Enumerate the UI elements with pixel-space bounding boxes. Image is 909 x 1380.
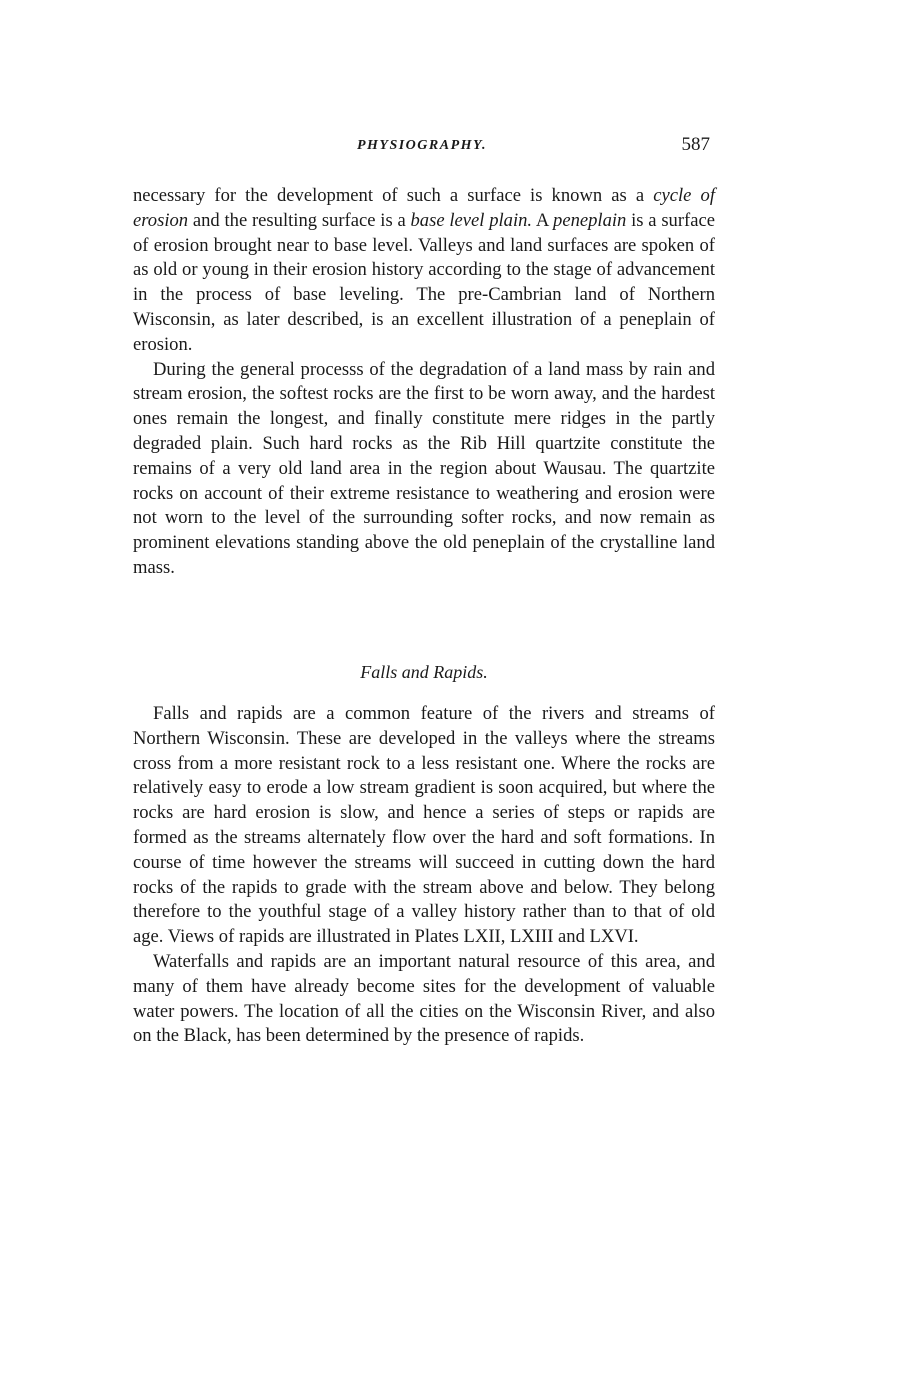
para1-text-3: A [532,209,554,231]
term-peneplain: peneplain [553,209,627,231]
body-text-upper [133,184,715,581]
term-cycle-of-erosion: cycle of erosion [133,185,715,231]
paragraph-degradation: During the general processs of the degradation of a land mass by rain and stream erosion, the softest rocks are the first to be worn away, and the hardest ones remain the longest, and finally constitute mere ridges in the partly degraded plain. Such hard rocks as the Rib Hill quartzite constitute the remains of a very old land area in the region about Wausau. The quartzite rocks on account of their extreme resistance to weathering and erosion were not worn to the level of the surrounding softer rocks, and now remain as prominent elevations standing above the old peneplain of the crystalline land mass. [133,358,715,578]
paragraph-falls-and-rapids: Falls and rapids are a common feature of the rivers and streams of Northern Wisconsin. These are developed in the valleys where the streams cross from a more resistant rock to a less resistant one. Where the rocks are relatively easy to erode a low stream gradient is soon acquired, but where the rocks are hard erosion is slow, and hence a series of steps or rapids are formed as the streams alternately flow over the hard and soft formations. In course of time however the streams will succeed in cutting down the hard rocks of the rapids to grade with the stream above and below. They belong therefore to the youthful stage of a valley history rather than to that of old age. Views of rapids are illustrated in Plates LXII, LXIII and LXVI. [133,703,715,948]
page-number: 587 [681,134,710,155]
running-title: PHYSIOGRAPHY. [356,138,488,153]
para1-text-4: is a surface of erosion brought near to base level. Valleys and land surfaces are spoken of as old or young in their erosion history according to the stage of advancement in the process of base leveling. The pre-Cambrian land of Northern Wisconsin, as later described, is an excellent illustration of a peneplain of erosion. [133,209,715,355]
section-heading-falls-and-rapids: Falls and Rapids. [360,662,488,682]
term-base-level-plain: base level plain. [410,209,533,231]
para1-text-1: necessary for the development of such a surface is known as a [133,185,654,206]
para1-text-2: and the resulting surface is a [188,209,411,231]
running-head [130,134,714,160]
body-text-lower [133,702,715,1049]
paragraph-base-level [133,184,715,358]
paragraph-waterfalls: Waterfalls and rapids are an important natural resource of this area, and many of them have already become sites for the development of valuable water powers. The location of all the cities on the Wisconsin River, and also on the Black, has been determined by the presence of rapids. [133,950,715,1047]
